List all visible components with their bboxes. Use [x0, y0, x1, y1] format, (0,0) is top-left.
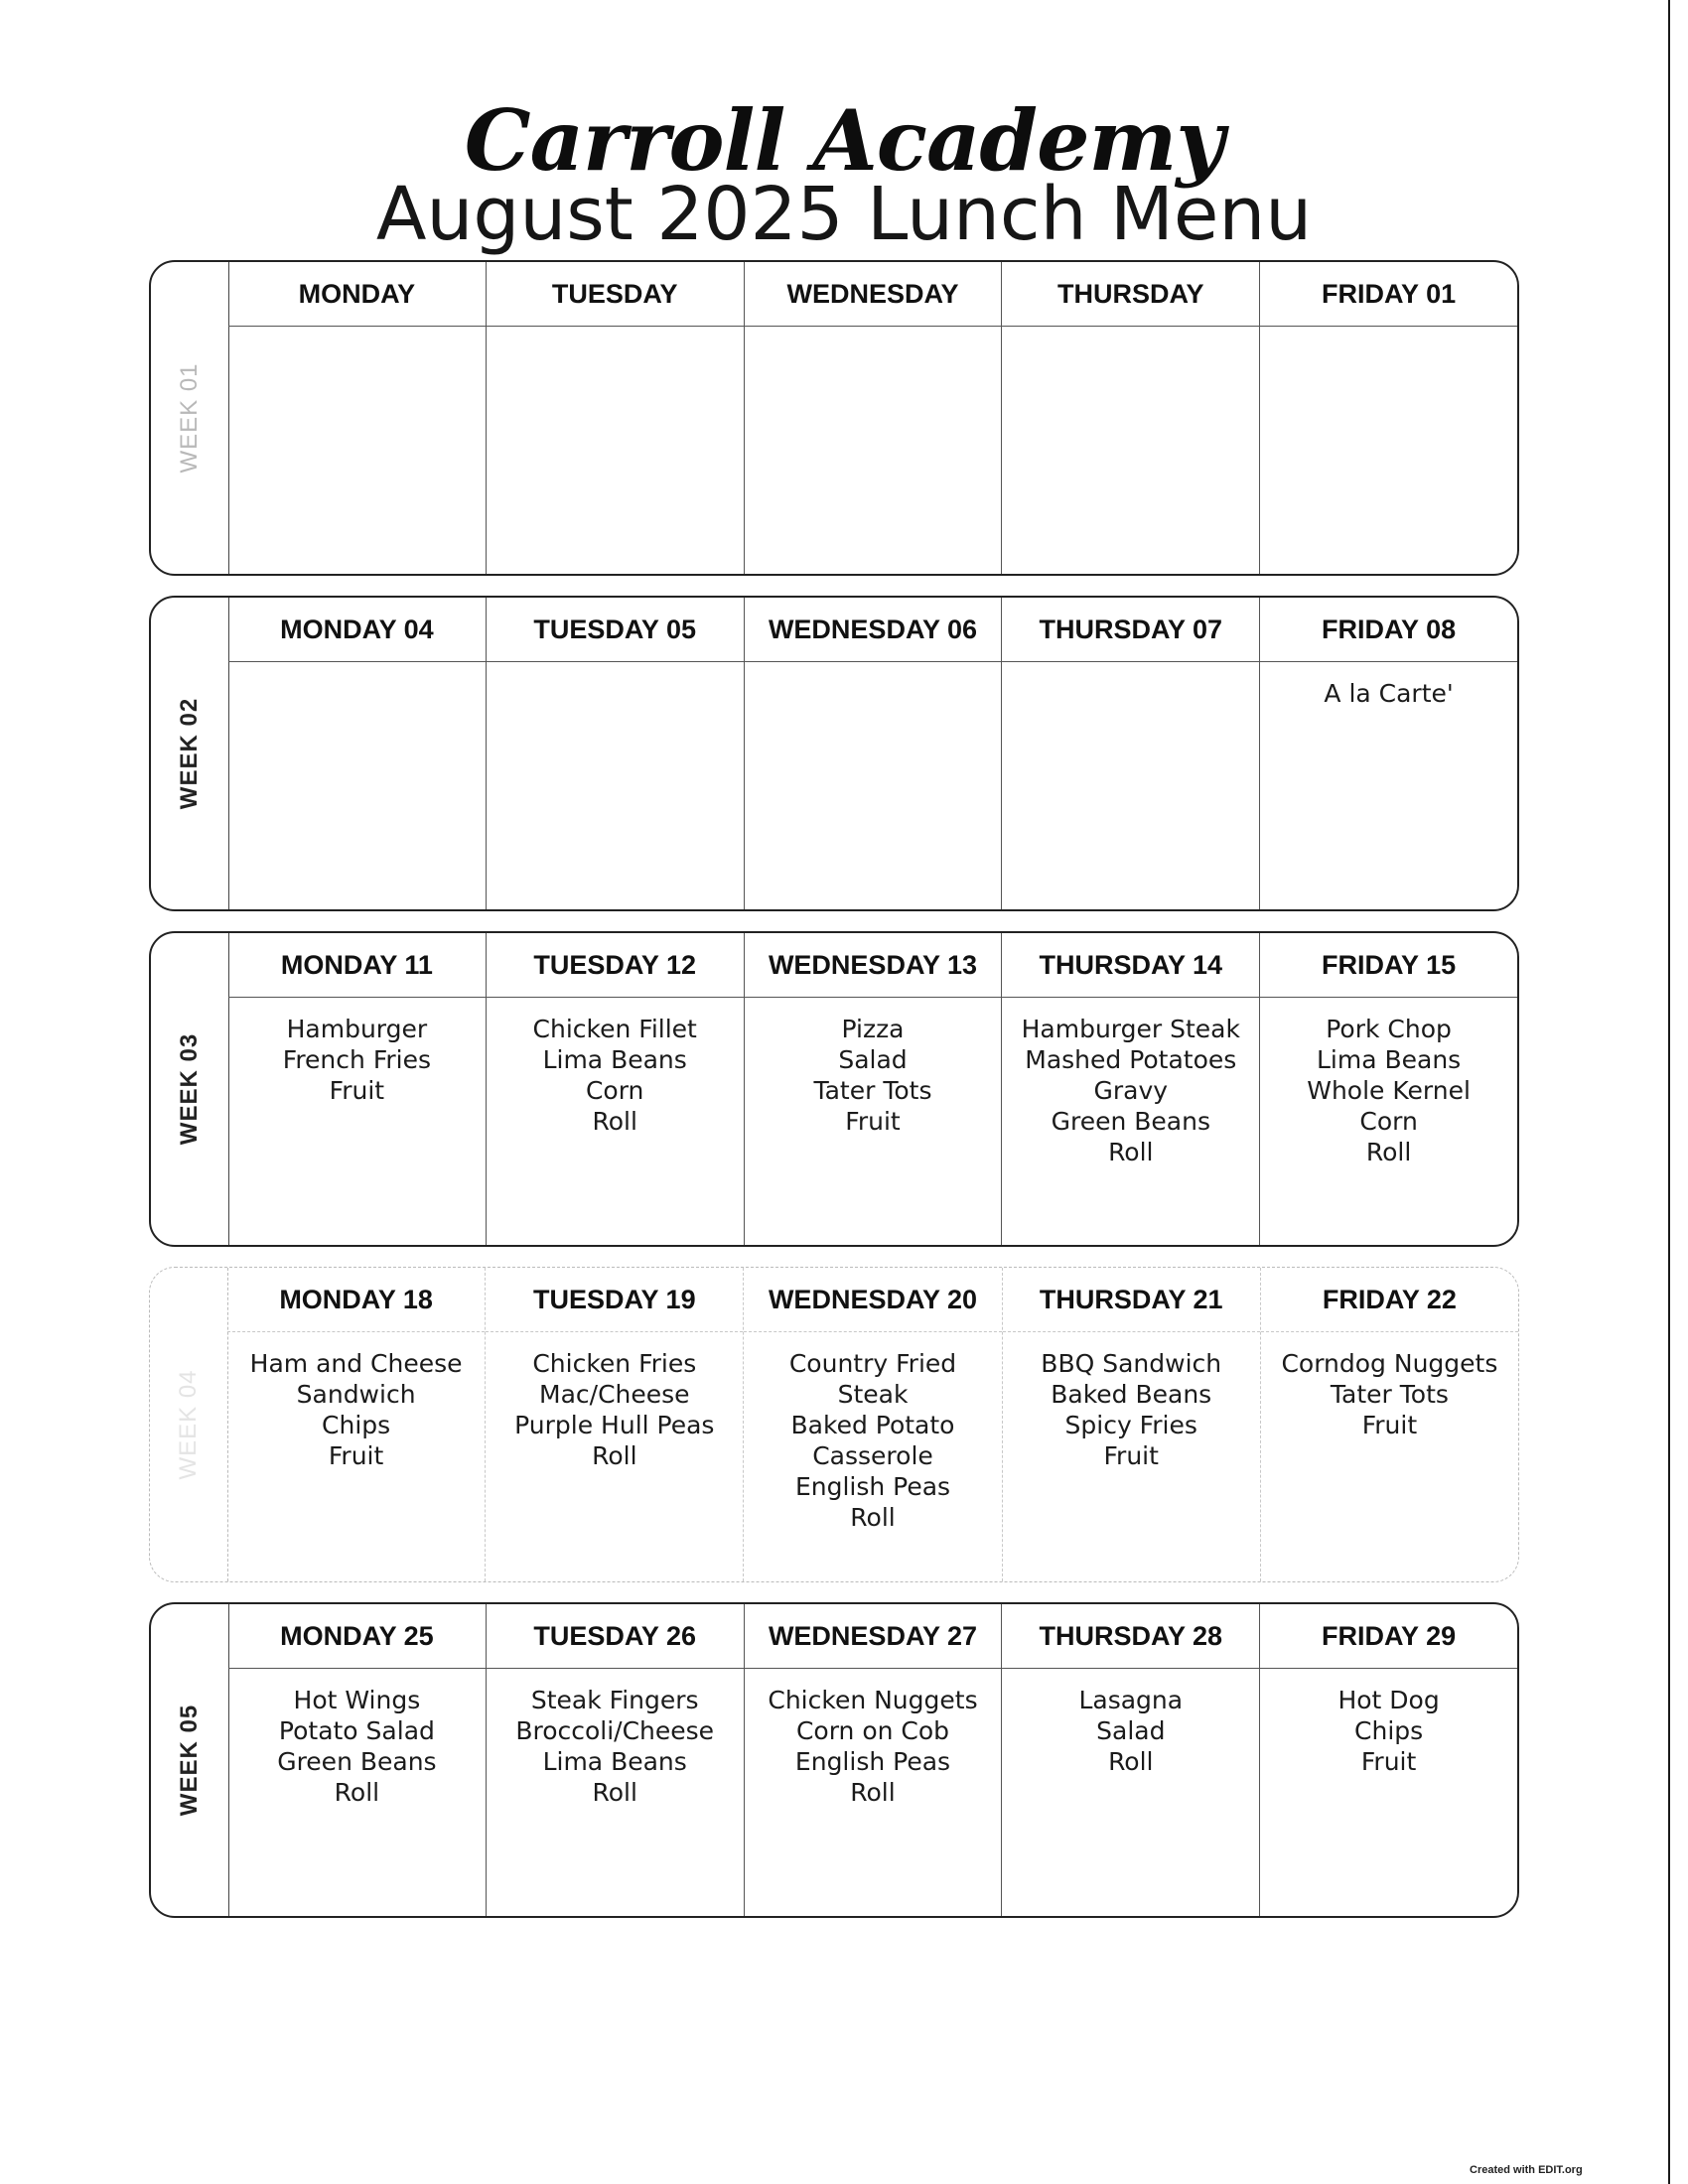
day-cell-monday	[227, 1268, 485, 1581]
day-header: FRIDAY 08	[1260, 598, 1517, 662]
day-header: FRIDAY 22	[1261, 1268, 1518, 1332]
day-header: FRIDAY 29	[1260, 1604, 1517, 1669]
day-cell-friday	[1260, 1268, 1518, 1581]
week-label-column	[150, 1268, 228, 1581]
day-cell-wednesday	[744, 933, 1002, 1245]
day-cell-monday	[228, 598, 486, 909]
day-menu: Pork Chop Lima Beans Whole Kernel Corn Roll	[1307, 1015, 1471, 1166]
day-cell-tuesday	[485, 1268, 743, 1581]
day-header: TUESDAY 19	[486, 1268, 743, 1332]
day-header: THURSDAY	[1002, 262, 1259, 327]
day-cell-monday	[228, 1604, 486, 1916]
day-menu: Chicken Fries Mac/Cheese Purple Hull Peas Roll	[514, 1349, 715, 1470]
day-menu	[1002, 662, 1259, 678]
day-header: WEDNESDAY	[745, 262, 1002, 327]
day-cell-thursday	[1002, 1268, 1260, 1581]
day-menu: Lasagna Salad Roll	[1078, 1686, 1184, 1776]
day-header: THURSDAY 14	[1002, 933, 1259, 998]
page-title: August 2025 Lunch Menu	[375, 172, 1313, 257]
week-label: WEEK 05	[176, 1704, 203, 1817]
week-label: WEEK 02	[176, 697, 203, 810]
day-menu: Chicken Fillet Lima Beans Corn Roll	[532, 1015, 697, 1136]
day-cell-wednesday	[744, 262, 1002, 574]
day-header: MONDAY 18	[227, 1268, 485, 1332]
day-header: WEDNESDAY 27	[745, 1604, 1002, 1669]
week-label: WEEK 04	[175, 1369, 202, 1480]
day-header: TUESDAY 26	[487, 1604, 744, 1669]
day-cell-thursday	[1001, 1604, 1259, 1916]
day-header: THURSDAY 28	[1002, 1604, 1259, 1669]
day-cell-wednesday	[743, 1268, 1001, 1581]
scan-edge-line	[1668, 0, 1670, 2184]
day-header: MONDAY 04	[228, 598, 486, 662]
week-02-block	[149, 596, 1519, 911]
day-menu	[745, 662, 1002, 678]
week-label: WEEK 03	[176, 1032, 203, 1146]
day-cell-thursday	[1001, 598, 1259, 909]
week-label: WEEK 01	[176, 362, 203, 474]
day-cell-monday	[228, 262, 486, 574]
day-menu	[1002, 327, 1259, 342]
day-header: WEDNESDAY 20	[744, 1268, 1001, 1332]
day-cell-tuesday	[486, 262, 744, 574]
day-cell-friday	[1259, 262, 1517, 574]
day-menu: BBQ Sandwich Baked Beans Spicy Fries Fruit	[1041, 1349, 1222, 1470]
day-header: THURSDAY 21	[1003, 1268, 1260, 1332]
day-cell-tuesday	[486, 933, 744, 1245]
week-label-column	[151, 598, 229, 909]
week-label-column	[151, 933, 229, 1245]
day-cell-friday	[1259, 598, 1517, 909]
day-menu: Steak Fingers Broccoli/Cheese Lima Beans Roll	[515, 1686, 715, 1807]
day-header: FRIDAY 01	[1260, 262, 1517, 327]
day-cell-friday	[1259, 1604, 1517, 1916]
day-header: THURSDAY 07	[1002, 598, 1259, 662]
day-cell-wednesday	[744, 1604, 1002, 1916]
day-header: MONDAY 25	[228, 1604, 486, 1669]
day-menu: Hot Wings Potato Salad Green Beans Roll	[277, 1686, 437, 1807]
day-menu: Pizza Salad Tater Tots Fruit	[813, 1015, 932, 1136]
day-menu: Hot Dog Chips Fruit	[1337, 1686, 1440, 1776]
week-label-column	[151, 1604, 229, 1916]
day-menu: Hamburger Steak Mashed Potatoes Gravy Green Beans Roll	[1021, 1015, 1240, 1166]
day-menu: Hamburger French Fries Fruit	[282, 1015, 432, 1105]
school-name: Carroll Academy	[464, 91, 1224, 190]
day-menu: Chicken Nuggets Corn on Cob English Peas Roll	[768, 1686, 978, 1807]
day-header: WEDNESDAY 13	[745, 933, 1002, 998]
day-menu	[228, 327, 486, 342]
day-menu	[228, 662, 486, 678]
day-cell-tuesday	[486, 598, 744, 909]
day-cell-wednesday	[744, 598, 1002, 909]
day-menu	[487, 662, 744, 678]
footer-credit: Created with EDIT.org	[1470, 2164, 1583, 2176]
week-03-block	[149, 931, 1519, 1247]
day-header: TUESDAY 12	[487, 933, 744, 998]
day-cell-monday	[228, 933, 486, 1245]
day-cell-thursday	[1001, 262, 1259, 574]
day-cell-thursday	[1001, 933, 1259, 1245]
day-header: MONDAY 11	[228, 933, 486, 998]
day-menu	[1260, 327, 1517, 342]
day-menu	[745, 327, 1002, 342]
day-menu: A la Carte'	[1324, 679, 1454, 708]
day-header: TUESDAY	[487, 262, 744, 327]
week-01-block	[149, 260, 1519, 576]
day-header: MONDAY	[228, 262, 486, 327]
week-05-block	[149, 1602, 1519, 1918]
day-header: WEDNESDAY 06	[745, 598, 1002, 662]
day-header: TUESDAY 05	[487, 598, 744, 662]
day-menu: Country Fried Steak Baked Potato Casserole English Peas Roll	[788, 1349, 957, 1532]
day-cell-friday	[1259, 933, 1517, 1245]
week-04-block	[149, 1267, 1519, 1582]
day-menu: Ham and Cheese Sandwich Chips Fruit	[249, 1349, 463, 1470]
week-label-column	[151, 262, 229, 574]
day-menu	[487, 327, 744, 342]
day-menu: Corndog Nuggets Tater Tots Fruit	[1281, 1349, 1498, 1439]
day-header: FRIDAY 15	[1260, 933, 1517, 998]
day-cell-tuesday	[486, 1604, 744, 1916]
